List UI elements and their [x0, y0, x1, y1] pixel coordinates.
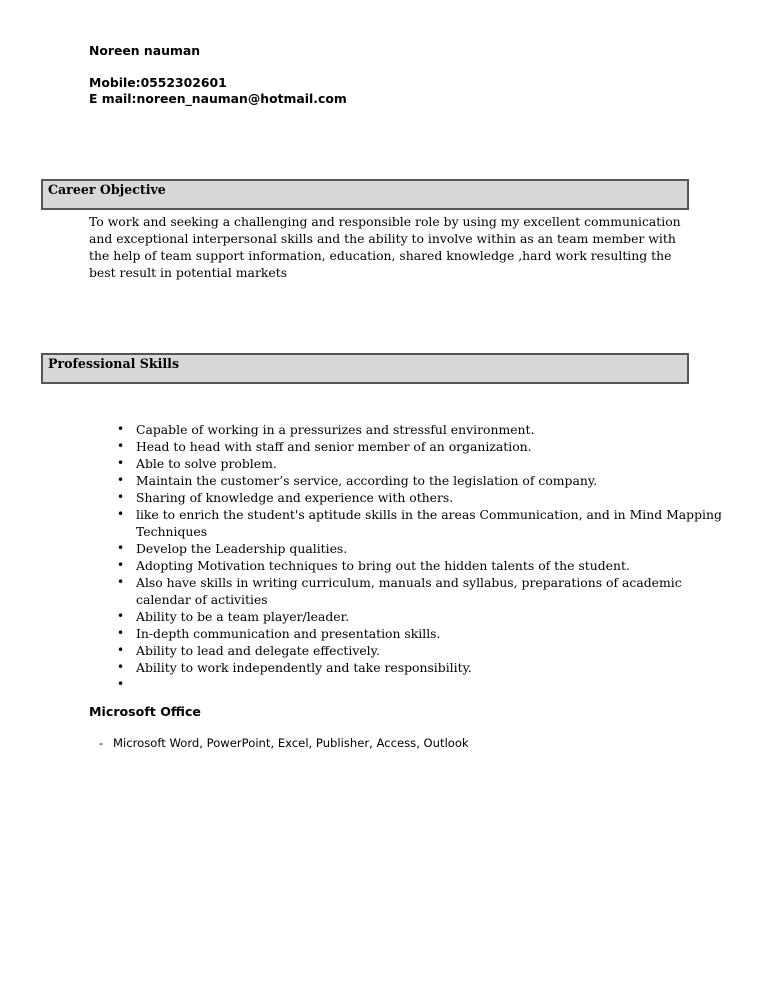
skill-text: calendar of activities	[136, 592, 268, 607]
objective-line: and exceptional interpersonal skills and the ability to involve within as an team member with	[89, 231, 676, 246]
skill-item	[89, 659, 734, 676]
bullet-icon: •	[117, 677, 125, 691]
skill-text: Head to head with staff and senior member of an organization.	[136, 439, 532, 454]
skill-text: Able to solve problem.	[136, 456, 277, 471]
skill-item	[89, 455, 734, 472]
professional-skills-title: Professional Skills	[48, 356, 180, 371]
skill-item	[89, 472, 734, 489]
skill-item	[89, 438, 734, 455]
bullet-icon: •	[117, 473, 125, 487]
skill-item	[89, 608, 734, 625]
skill-item	[89, 642, 734, 659]
bullet-icon: •	[117, 439, 125, 453]
skill-item	[89, 574, 734, 608]
skill-text: like to enrich the student's aptitude skills in the areas Communication, and in Mind Mapping	[136, 507, 722, 522]
skill-text: Ability to work independently and take responsibility.	[136, 660, 472, 675]
skill-text: Capable of working in a pressurizes and stressful environment.	[136, 422, 535, 437]
skill-item	[89, 506, 734, 540]
dash-marker: -	[99, 736, 104, 750]
mobile-number: Mobile:0552302601	[89, 75, 227, 90]
bullet-icon: •	[117, 575, 125, 589]
bullet-icon: •	[117, 626, 125, 640]
career-objective-header	[41, 179, 689, 210]
skill-text: Maintain the customer’s service, according to the legislation of company.	[136, 473, 598, 488]
skill-text: In-depth communication and presentation skills.	[136, 626, 441, 641]
professional-skills-list	[89, 421, 734, 693]
skill-text: Ability to be a team player/leader.	[136, 609, 350, 624]
bullet-icon: •	[117, 490, 125, 504]
skill-text	[136, 676, 734, 693]
bullet-icon: •	[117, 422, 125, 436]
skill-text: Sharing of knowledge and experience with others.	[136, 490, 454, 505]
skill-text: Also have skills in writing curriculum, manuals and syllabus, preparations of academic	[136, 575, 682, 590]
bullet-icon: •	[117, 541, 125, 555]
skill-text: Develop the Leadership qualities.	[136, 541, 348, 556]
microsoft-office-title: Microsoft Office	[89, 704, 201, 719]
skill-item	[89, 421, 734, 438]
microsoft-office-item	[99, 736, 469, 750]
skill-item	[89, 557, 734, 574]
skill-text: Ability to lead and delegate effectively.	[136, 643, 380, 658]
objective-line: best result in potential markets	[89, 265, 288, 280]
skill-item	[89, 489, 734, 506]
bullet-icon: •	[117, 660, 125, 674]
career-objective-title: Career Objective	[48, 182, 166, 197]
microsoft-office-apps: Microsoft Word, PowerPoint, Excel, Publisher, Access, Outlook	[113, 736, 469, 750]
bullet-icon: •	[117, 609, 125, 623]
skill-item	[89, 540, 734, 557]
email-address: E mail:noreen_nauman@hotmail.com	[89, 91, 347, 106]
skill-item	[89, 676, 734, 693]
bullet-icon: •	[117, 456, 125, 470]
skill-text: Adopting Motivation techniques to bring out the hidden talents of the student.	[136, 558, 630, 573]
bullet-icon: •	[117, 507, 125, 521]
bullet-icon: •	[117, 643, 125, 657]
bullet-icon: •	[117, 558, 125, 572]
candidate-name: Noreen nauman	[89, 43, 201, 58]
skill-text: Techniques	[136, 524, 208, 539]
objective-line: the help of team support information, education, shared knowledge ,hard work resulting the	[89, 248, 672, 263]
objective-line: To work and seeking a challenging and responsible role by using my excellent communication	[89, 214, 681, 229]
skill-item	[89, 625, 734, 642]
career-objective-text	[89, 213, 689, 281]
professional-skills-header	[41, 353, 689, 384]
